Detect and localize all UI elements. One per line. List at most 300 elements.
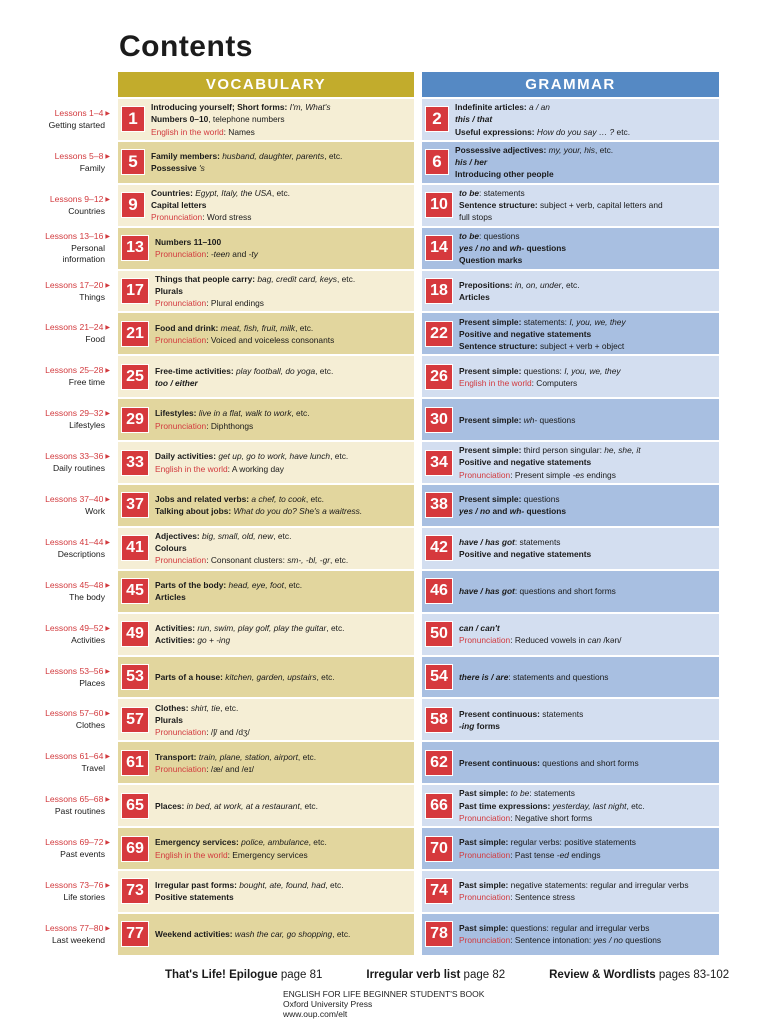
contents-row bbox=[0, 441, 768, 484]
topic-line bbox=[155, 726, 410, 738]
bold-text: Present simple: bbox=[459, 445, 524, 456]
plain-text: questions: regular and irregular verbs bbox=[510, 923, 650, 934]
lesson-label[interactable] bbox=[0, 570, 110, 613]
bold-italic-text: wh- bbox=[509, 243, 525, 254]
grammar-cell bbox=[422, 142, 719, 183]
lesson-range[interactable]: Lessons 9–12 ▶ bbox=[50, 194, 110, 206]
topic-line bbox=[459, 469, 715, 481]
grammar-topics bbox=[459, 836, 719, 860]
italic-text: -ed bbox=[556, 849, 569, 860]
bold-text: Present continuous: bbox=[459, 757, 543, 768]
topic-line bbox=[155, 273, 410, 285]
italic-text: in bed, at work, at a restaurant bbox=[186, 800, 300, 811]
grammar-topics bbox=[459, 316, 719, 353]
plain-text: : bbox=[206, 249, 211, 260]
publisher-url[interactable]: www.oup.com/elt bbox=[283, 1009, 348, 1019]
bold-text: Irregular past forms: bbox=[155, 880, 240, 891]
italic-text: my, your, his bbox=[548, 145, 595, 156]
grammar-topics bbox=[459, 444, 719, 481]
vocabulary-topics bbox=[155, 365, 414, 389]
vocabulary-topics bbox=[155, 751, 414, 775]
lesson-number-badge[interactable]: 50 bbox=[425, 621, 453, 647]
contents-row bbox=[0, 141, 768, 184]
plain-text: : Plural endings bbox=[206, 298, 264, 309]
lesson-range[interactable]: Lessons 41–44 ▶ bbox=[45, 537, 110, 549]
bold-text: Free-time activities: bbox=[155, 365, 236, 376]
vocabulary-topics bbox=[155, 493, 414, 517]
italic-text: to be bbox=[510, 788, 530, 799]
topic-line bbox=[455, 126, 715, 138]
italic-text: can bbox=[587, 635, 602, 646]
lesson-range[interactable]: Lessons 37–40 ▶ bbox=[45, 494, 110, 506]
lesson-number-badge[interactable]: 65 bbox=[121, 793, 149, 819]
bold-italic-text: have / has got bbox=[459, 586, 515, 597]
bold-text: Past simple: bbox=[459, 837, 511, 848]
highlight-label: English in the world bbox=[155, 463, 228, 474]
bold-text: Introducing other people bbox=[455, 169, 554, 180]
lesson-number-badge[interactable]: 41 bbox=[121, 535, 149, 561]
lesson-range[interactable]: Lessons 77–80 ▶ bbox=[45, 923, 110, 935]
grammar-cell bbox=[422, 185, 719, 226]
lesson-number-badge[interactable]: 74 bbox=[425, 878, 453, 904]
bold-text: Positive and negative statements bbox=[459, 457, 592, 468]
topic-line bbox=[459, 812, 715, 824]
plain-text: , etc. bbox=[273, 531, 292, 542]
lesson-number-badge[interactable]: 70 bbox=[425, 836, 453, 862]
lesson-title: Clothes bbox=[75, 720, 105, 731]
contents-row bbox=[0, 227, 768, 270]
plain-text: , etc. bbox=[337, 273, 356, 284]
lesson-title: Food bbox=[85, 334, 105, 345]
lesson-label[interactable] bbox=[0, 784, 110, 827]
lesson-range[interactable]: Lessons 25–28 ▶ bbox=[45, 365, 110, 377]
bold-text: Positive statements bbox=[155, 892, 234, 903]
topic-line bbox=[155, 505, 410, 517]
lesson-range[interactable]: Lessons 45–48 ▶ bbox=[45, 580, 110, 592]
topic-line bbox=[455, 144, 715, 156]
lesson-label[interactable] bbox=[0, 527, 110, 570]
bold-text: Past time expressions: bbox=[459, 800, 553, 811]
lesson-number-badge[interactable]: 53 bbox=[121, 664, 149, 690]
highlight-label: Pronunciation bbox=[155, 249, 207, 260]
topic-line bbox=[151, 126, 410, 138]
plain-text: : Word stress bbox=[202, 212, 252, 223]
imprint-line: Oxford University Press bbox=[283, 999, 373, 1009]
lesson-number-badge[interactable]: 54 bbox=[425, 664, 453, 690]
lesson-title: Getting started bbox=[48, 119, 105, 130]
lesson-number-badge[interactable]: 46 bbox=[425, 578, 453, 604]
plain-text: : Negative short forms bbox=[510, 812, 593, 823]
plain-text: : Reduced vowels in bbox=[510, 635, 588, 646]
topic-line bbox=[459, 291, 715, 303]
lesson-range[interactable]: Lessons 57–60 ▶ bbox=[45, 708, 110, 720]
lesson-range[interactable]: Lessons 69–72 ▶ bbox=[45, 837, 110, 849]
italic-text: live in a flat, walk to work bbox=[198, 408, 292, 419]
topic-line bbox=[459, 836, 715, 848]
plain-text: etc. bbox=[614, 126, 631, 137]
grammar-topics bbox=[459, 622, 719, 646]
lesson-number-badge[interactable]: 22 bbox=[425, 321, 453, 347]
bold-text: Parts of the body: bbox=[155, 580, 229, 591]
highlight-label: Pronunciation bbox=[155, 298, 207, 309]
footer-link-pages: page 81 bbox=[277, 969, 323, 981]
plain-text: questions and short forms bbox=[542, 757, 639, 768]
grammar-topics bbox=[459, 279, 719, 303]
bold-text: Past simple: bbox=[459, 880, 511, 891]
imprint bbox=[283, 989, 484, 1019]
lesson-label[interactable] bbox=[0, 741, 110, 784]
topic-line bbox=[155, 420, 410, 432]
lesson-title: Travel bbox=[81, 763, 105, 774]
contents-row bbox=[0, 312, 768, 355]
lesson-number-badge[interactable]: 5 bbox=[121, 149, 145, 175]
highlight-label: English in the world bbox=[155, 849, 228, 860]
lesson-range[interactable]: Lessons 17–20 ▶ bbox=[45, 280, 110, 292]
highlight-label: Pronunciation bbox=[151, 212, 203, 223]
lesson-number-badge[interactable]: 26 bbox=[425, 364, 453, 390]
lesson-title: Life stories bbox=[63, 891, 105, 902]
footer-link-label: That's Life! Epilogue bbox=[165, 969, 278, 981]
lesson-range[interactable]: Lessons 49–52 ▶ bbox=[45, 623, 110, 635]
lesson-label[interactable] bbox=[0, 227, 110, 270]
lesson-number-badge[interactable]: 9 bbox=[121, 192, 145, 218]
vocabulary-cell bbox=[118, 528, 414, 569]
bold-text: Question marks bbox=[459, 255, 523, 266]
plain-text: : questions and short forms bbox=[514, 586, 616, 597]
lesson-range[interactable]: Lessons 73–76 ▶ bbox=[45, 880, 110, 892]
highlight-label: Pronunciation bbox=[155, 420, 207, 431]
lesson-range[interactable]: Lessons 5–8 ▶ bbox=[55, 151, 110, 163]
grammar-cell bbox=[422, 228, 719, 269]
lesson-label[interactable] bbox=[0, 698, 110, 741]
lesson-title: Countries bbox=[68, 205, 105, 216]
footer-links bbox=[165, 969, 768, 981]
lesson-label[interactable] bbox=[0, 656, 110, 699]
lesson-number-badge[interactable]: 45 bbox=[121, 578, 149, 604]
grammar-cell bbox=[422, 614, 719, 655]
plain-text: , etc. bbox=[626, 800, 645, 811]
grammar-cell bbox=[422, 399, 719, 440]
bold-text: Articles bbox=[155, 592, 186, 603]
lesson-number-badge[interactable]: 49 bbox=[121, 621, 149, 647]
contents-row bbox=[0, 570, 768, 613]
vocabulary-cell bbox=[118, 271, 414, 312]
lesson-title: information bbox=[62, 254, 105, 265]
topic-line bbox=[459, 720, 715, 732]
lesson-number-badge[interactable]: 6 bbox=[425, 149, 449, 175]
footer-link[interactable] bbox=[366, 969, 527, 981]
contents-row bbox=[0, 527, 768, 570]
lesson-title: Descriptions bbox=[57, 548, 105, 559]
lesson-number-badge[interactable]: 30 bbox=[425, 407, 453, 433]
bold-text: Introducing yourself; Short forms: bbox=[151, 102, 290, 113]
plain-text: : Voiced and voiceless consonants bbox=[206, 334, 335, 345]
lesson-label[interactable] bbox=[0, 270, 110, 313]
plain-text: , etc. bbox=[330, 555, 349, 566]
topic-line bbox=[459, 456, 715, 468]
bold-italic-text: yes / no bbox=[459, 243, 491, 254]
topic-line bbox=[151, 162, 410, 174]
footer-link[interactable] bbox=[165, 969, 344, 981]
vocabulary-cell bbox=[118, 742, 414, 783]
plain-text: : A working day bbox=[227, 463, 284, 474]
italic-text: shirt, tie bbox=[190, 702, 221, 713]
topic-line bbox=[459, 548, 715, 560]
lesson-title: Past events bbox=[60, 849, 105, 860]
topic-line bbox=[155, 579, 410, 591]
bold-text: Possessive bbox=[151, 163, 199, 174]
lesson-number-badge[interactable]: 77 bbox=[121, 921, 149, 947]
lesson-range[interactable]: Lessons 21–24 ▶ bbox=[45, 322, 110, 334]
highlight-label: Pronunciation bbox=[155, 727, 207, 738]
lesson-label[interactable] bbox=[0, 141, 110, 184]
bold-text: Past simple: bbox=[459, 923, 511, 934]
bold-text: Places: bbox=[155, 800, 187, 811]
grammar-cell bbox=[422, 785, 719, 826]
plain-text: subject + verb, capital letters and bbox=[539, 200, 663, 211]
imprint-line: ENGLISH FOR LIFE BEGINNER STUDENT'S BOOK bbox=[283, 989, 485, 999]
vocabulary-topics bbox=[155, 879, 414, 903]
topic-line bbox=[155, 322, 410, 334]
italic-text: bag, credit card, keys bbox=[257, 273, 337, 284]
bold-text: Clothes: bbox=[155, 702, 191, 713]
lesson-range[interactable]: Lessons 1–4 ▶ bbox=[55, 108, 110, 120]
plain-text: , etc. bbox=[220, 702, 239, 713]
grammar-topics bbox=[459, 414, 719, 426]
plain-text: : /ʃ/ and /dʒ/ bbox=[206, 727, 250, 738]
plain-text: : statements bbox=[514, 537, 561, 548]
bold-text: questions bbox=[524, 506, 567, 517]
lesson-label[interactable] bbox=[0, 827, 110, 870]
lesson-label[interactable] bbox=[0, 312, 110, 355]
italic-text: bought, ate, found, had bbox=[239, 880, 326, 891]
topic-line bbox=[155, 285, 410, 297]
plain-text: , etc. bbox=[308, 837, 327, 848]
italic-text: get up, go to work, have lunch bbox=[218, 451, 331, 462]
topic-line bbox=[459, 199, 715, 211]
plain-text: endings bbox=[584, 469, 616, 480]
plain-text: : questions bbox=[479, 230, 520, 241]
lesson-number-badge[interactable]: 34 bbox=[425, 450, 453, 476]
vocabulary-cell bbox=[118, 399, 414, 440]
lesson-label[interactable] bbox=[0, 98, 110, 141]
italic-text: big, small, old, new bbox=[202, 531, 274, 542]
grammar-header: GRAMMAR bbox=[422, 72, 719, 97]
grammar-cell bbox=[422, 442, 719, 483]
plain-text: questions bbox=[523, 494, 560, 505]
plain-text: subject + verb + object bbox=[539, 341, 625, 351]
footer-link-label: Irregular verb list bbox=[366, 969, 461, 981]
topic-line bbox=[455, 113, 715, 125]
lesson-number-badge[interactable]: 57 bbox=[121, 707, 149, 733]
topic-line bbox=[459, 622, 715, 634]
topic-line bbox=[155, 248, 410, 260]
plain-text: full stops bbox=[459, 212, 493, 223]
grammar-cell bbox=[422, 828, 719, 869]
vocabulary-cell bbox=[118, 185, 414, 226]
highlight-label: Pronunciation bbox=[459, 849, 511, 860]
bold-text: Jobs and related verbs: bbox=[155, 494, 252, 505]
italic-text: train, plane, station, airport bbox=[198, 751, 298, 762]
italic-text: Egypt, Italy, the USA bbox=[195, 187, 272, 198]
plain-text: and bbox=[229, 249, 249, 260]
lesson-number-badge[interactable]: 29 bbox=[121, 407, 149, 433]
lesson-range[interactable]: Lessons 13–16 ▶ bbox=[45, 231, 110, 243]
lesson-range[interactable]: Lessons 33–36 ▶ bbox=[45, 451, 110, 463]
topic-line bbox=[155, 634, 410, 646]
topic-line bbox=[151, 150, 410, 162]
bold-text: Numbers 0–10 bbox=[151, 114, 209, 125]
lesson-range[interactable]: Lessons 61–64 ▶ bbox=[45, 751, 110, 763]
plain-text: , etc. bbox=[594, 145, 614, 156]
bold-text: Possessive adjectives: bbox=[455, 145, 549, 156]
lesson-number-badge[interactable]: 62 bbox=[425, 750, 453, 776]
lesson-label[interactable] bbox=[0, 484, 110, 527]
lesson-label[interactable] bbox=[0, 441, 110, 484]
bold-text: Emergency services: bbox=[155, 837, 242, 848]
footer-link-label: Review & Wordlists bbox=[549, 969, 656, 981]
lesson-number-badge[interactable]: 42 bbox=[425, 535, 453, 561]
bold-italic-text: -ing bbox=[459, 720, 475, 731]
lesson-number-badge[interactable]: 61 bbox=[121, 750, 149, 776]
bold-text: Present simple: bbox=[459, 365, 524, 376]
lesson-title: Things bbox=[79, 291, 105, 302]
lesson-title: Free time bbox=[68, 377, 105, 388]
plain-text: : Present simple bbox=[510, 469, 573, 480]
topic-line bbox=[155, 702, 410, 714]
topic-line bbox=[151, 211, 410, 223]
contents-row bbox=[0, 98, 768, 141]
grammar-cell bbox=[422, 699, 719, 740]
topic-line bbox=[155, 714, 410, 726]
lesson-range[interactable]: Lessons 29–32 ▶ bbox=[45, 408, 110, 420]
topic-line bbox=[459, 671, 715, 683]
plain-text: : Emergency services bbox=[227, 849, 308, 860]
vocabulary-cell bbox=[118, 828, 414, 869]
lesson-number-badge[interactable]: 33 bbox=[121, 450, 149, 476]
vocabulary-cell bbox=[118, 614, 414, 655]
lesson-number-badge[interactable]: 37 bbox=[121, 492, 149, 518]
grammar-cell bbox=[422, 485, 719, 526]
lesson-number-badge[interactable]: 2 bbox=[425, 106, 449, 132]
lesson-number-badge[interactable]: 78 bbox=[425, 921, 453, 947]
grammar-topics bbox=[459, 187, 719, 224]
lesson-number-badge[interactable]: 17 bbox=[121, 278, 149, 304]
lesson-number-badge[interactable]: 38 bbox=[425, 492, 453, 518]
vocabulary-header: VOCABULARY bbox=[118, 72, 414, 97]
grammar-topics bbox=[459, 585, 719, 597]
topic-line bbox=[459, 922, 715, 934]
lesson-label[interactable] bbox=[0, 613, 110, 656]
vocabulary-cell bbox=[118, 442, 414, 483]
lesson-label[interactable] bbox=[0, 184, 110, 227]
plain-text: questions bbox=[622, 935, 662, 946]
lesson-number-badge[interactable]: 14 bbox=[425, 235, 453, 261]
bold-italic-text: have / has got bbox=[459, 537, 515, 548]
bold-italic-text: can / can't bbox=[459, 622, 500, 633]
lesson-label[interactable] bbox=[0, 398, 110, 441]
topic-line bbox=[155, 365, 410, 377]
bold-text: and bbox=[490, 243, 510, 254]
bold-text: Talking about jobs: bbox=[155, 506, 234, 517]
lesson-number-badge[interactable]: 58 bbox=[425, 707, 453, 733]
lesson-label[interactable] bbox=[0, 913, 110, 956]
lesson-number-badge[interactable]: 21 bbox=[121, 321, 149, 347]
plain-text: : statements bbox=[529, 788, 575, 799]
italic-text: How do you say … ? bbox=[536, 126, 615, 137]
topic-line bbox=[155, 849, 410, 861]
vocabulary-cell bbox=[118, 228, 414, 269]
topic-line bbox=[459, 757, 715, 769]
bold-text: Transport: bbox=[155, 751, 199, 762]
plain-text: : Computers bbox=[531, 377, 578, 388]
italic-text: -es bbox=[572, 469, 585, 480]
vocabulary-cell bbox=[118, 657, 414, 698]
bold-text: Past simple: bbox=[459, 788, 511, 799]
bold-text: Present simple: bbox=[459, 316, 524, 327]
plain-text: statements bbox=[542, 708, 584, 719]
grammar-cell bbox=[422, 271, 719, 312]
contents-table bbox=[0, 98, 768, 956]
vocabulary-topics bbox=[155, 622, 414, 646]
italic-text: sm-, -bl, -gr bbox=[287, 555, 331, 566]
vocabulary-cell bbox=[118, 871, 414, 912]
lesson-range[interactable]: Lessons 65–68 ▶ bbox=[45, 794, 110, 806]
lesson-number-badge[interactable]: 69 bbox=[121, 836, 149, 862]
lesson-number-badge[interactable]: 1 bbox=[121, 106, 145, 132]
lesson-title: The body bbox=[69, 591, 105, 602]
lesson-number-badge[interactable]: 25 bbox=[121, 364, 149, 390]
lesson-title: Personal bbox=[71, 243, 105, 254]
lesson-number-badge[interactable]: 13 bbox=[121, 235, 149, 261]
lesson-label[interactable] bbox=[0, 355, 110, 398]
vocabulary-cell bbox=[118, 485, 414, 526]
topic-line bbox=[459, 328, 715, 340]
italic-text: 's bbox=[198, 163, 205, 174]
lesson-number-badge[interactable]: 10 bbox=[425, 192, 453, 218]
lesson-range[interactable]: Lessons 53–56 ▶ bbox=[45, 666, 110, 678]
topic-line bbox=[455, 101, 715, 113]
lesson-label[interactable] bbox=[0, 870, 110, 913]
bold-text: Family members: bbox=[151, 151, 223, 162]
bold-italic-text: to be bbox=[459, 187, 480, 198]
lesson-title: Past routines bbox=[54, 806, 105, 817]
vocabulary-cell bbox=[118, 356, 414, 397]
plain-text: third person singular: bbox=[523, 445, 605, 456]
plain-text: : Diphthongs bbox=[206, 420, 254, 431]
contents-row bbox=[0, 870, 768, 913]
vocabulary-topics bbox=[155, 836, 414, 860]
plain-text: statements: bbox=[523, 316, 570, 327]
bold-text: Colours bbox=[155, 543, 187, 554]
contents-row bbox=[0, 270, 768, 313]
footer-link[interactable] bbox=[549, 969, 751, 981]
lesson-number-badge[interactable]: 66 bbox=[425, 793, 453, 819]
page-title: Contents bbox=[119, 30, 253, 63]
lesson-number-badge[interactable]: 18 bbox=[425, 278, 453, 304]
plain-text: , etc. bbox=[326, 622, 345, 633]
italic-text: wash the car, go shopping bbox=[234, 929, 333, 940]
bold-text: Present continuous: bbox=[459, 708, 543, 719]
footer-link-pages: pages 83-102 bbox=[655, 969, 730, 981]
italic-text: -ty bbox=[248, 249, 258, 260]
bold-italic-text: this / that bbox=[455, 114, 493, 125]
vocabulary-topics bbox=[151, 187, 414, 224]
lesson-number-badge[interactable]: 73 bbox=[121, 878, 149, 904]
contents-row bbox=[0, 698, 768, 741]
bold-text: Sentence structure: bbox=[459, 200, 540, 211]
topic-line bbox=[459, 536, 715, 548]
